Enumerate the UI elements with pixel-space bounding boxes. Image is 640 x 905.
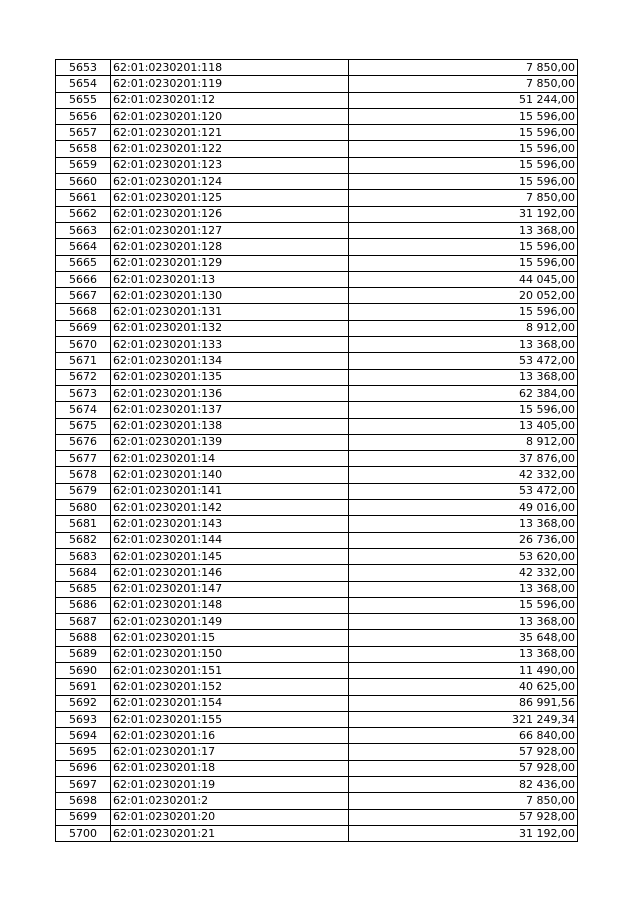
cadastral-number-cell: 62:01:0230201:146 [111,565,349,581]
table-row [56,174,578,190]
value-cell: 62 384,00 [349,385,578,401]
row-number-cell: 5685 [56,581,111,597]
table-row [56,614,578,630]
cadastral-number-cell: 62:01:0230201:12 [111,92,349,108]
value-cell: 13 368,00 [349,369,578,385]
value-cell: 31 192,00 [349,206,578,222]
table-row [56,385,578,401]
value-cell: 40 625,00 [349,679,578,695]
table-row [56,760,578,776]
cadastral-number-cell: 62:01:0230201:2 [111,793,349,809]
value-cell: 15 596,00 [349,125,578,141]
cadastral-number-cell: 62:01:0230201:145 [111,548,349,564]
cadastral-number-cell: 62:01:0230201:138 [111,418,349,434]
cadastral-number-cell: 62:01:0230201:144 [111,532,349,548]
value-cell: 53 472,00 [349,353,578,369]
cadastral-number-cell: 62:01:0230201:18 [111,760,349,776]
table-row [56,467,578,483]
row-number-cell: 5686 [56,597,111,613]
value-cell: 57 928,00 [349,760,578,776]
row-number-cell: 5666 [56,271,111,287]
table-row [56,695,578,711]
table-row [56,581,578,597]
cadastral-number-cell: 62:01:0230201:155 [111,711,349,727]
table-row [56,369,578,385]
cadastral-number-cell: 62:01:0230201:133 [111,337,349,353]
row-number-cell: 5674 [56,402,111,418]
table-row [56,206,578,222]
value-cell: 7 850,00 [349,76,578,92]
cadastral-number-cell: 62:01:0230201:147 [111,581,349,597]
table-row [56,255,578,271]
value-cell: 53 472,00 [349,483,578,499]
value-cell: 13 368,00 [349,614,578,630]
value-cell: 13 368,00 [349,222,578,238]
value-cell: 15 596,00 [349,141,578,157]
cadastral-number-cell: 62:01:0230201:14 [111,451,349,467]
row-number-cell: 5672 [56,369,111,385]
value-cell: 7 850,00 [349,60,578,76]
row-number-cell: 5699 [56,809,111,825]
cadastral-value-table [55,59,578,842]
value-cell: 31 192,00 [349,825,578,841]
table-row [56,320,578,336]
row-number-cell: 5671 [56,353,111,369]
cadastral-number-cell: 62:01:0230201:127 [111,222,349,238]
value-cell: 13 368,00 [349,646,578,662]
cadastral-number-cell: 62:01:0230201:132 [111,320,349,336]
cadastral-number-cell: 62:01:0230201:21 [111,825,349,841]
cadastral-number-cell: 62:01:0230201:16 [111,728,349,744]
value-cell: 15 596,00 [349,255,578,271]
table-row [56,92,578,108]
row-number-cell: 5667 [56,288,111,304]
table-row [56,711,578,727]
table-row [56,125,578,141]
row-number-cell: 5678 [56,467,111,483]
table-row [56,646,578,662]
table-row [56,532,578,548]
value-cell: 7 850,00 [349,793,578,809]
value-cell: 13 368,00 [349,581,578,597]
value-cell: 49 016,00 [349,500,578,516]
cadastral-number-cell: 62:01:0230201:149 [111,614,349,630]
table-body [56,60,578,842]
cadastral-number-cell: 62:01:0230201:126 [111,206,349,222]
table-row [56,76,578,92]
row-number-cell: 5695 [56,744,111,760]
value-cell: 66 840,00 [349,728,578,744]
row-number-cell: 5663 [56,222,111,238]
value-cell: 42 332,00 [349,565,578,581]
value-cell: 15 596,00 [349,157,578,173]
value-cell: 44 045,00 [349,271,578,287]
row-number-cell: 5653 [56,60,111,76]
row-number-cell: 5676 [56,434,111,450]
table-row [56,60,578,76]
row-number-cell: 5677 [56,451,111,467]
cadastral-number-cell: 62:01:0230201:151 [111,662,349,678]
value-cell: 53 620,00 [349,548,578,564]
row-number-cell: 5684 [56,565,111,581]
value-cell: 82 436,00 [349,777,578,793]
table-row [56,288,578,304]
value-cell: 15 596,00 [349,239,578,255]
row-number-cell: 5694 [56,728,111,744]
row-number-cell: 5659 [56,157,111,173]
row-number-cell: 5657 [56,125,111,141]
cadastral-number-cell: 62:01:0230201:152 [111,679,349,695]
row-number-cell: 5691 [56,679,111,695]
value-cell: 57 928,00 [349,809,578,825]
table-row [56,141,578,157]
value-cell: 20 052,00 [349,288,578,304]
table-row [56,793,578,809]
cadastral-number-cell: 62:01:0230201:125 [111,190,349,206]
cadastral-number-cell: 62:01:0230201:118 [111,60,349,76]
value-cell: 13 405,00 [349,418,578,434]
cadastral-number-cell: 62:01:0230201:139 [111,434,349,450]
cadastral-number-cell: 62:01:0230201:140 [111,467,349,483]
row-number-cell: 5696 [56,760,111,776]
value-cell: 15 596,00 [349,304,578,320]
value-cell: 86 991,56 [349,695,578,711]
table-row [56,402,578,418]
cadastral-number-cell: 62:01:0230201:13 [111,271,349,287]
cadastral-number-cell: 62:01:0230201:119 [111,76,349,92]
table-row [56,157,578,173]
row-number-cell: 5673 [56,385,111,401]
value-cell: 42 332,00 [349,467,578,483]
cadastral-number-cell: 62:01:0230201:141 [111,483,349,499]
table-row [56,500,578,516]
row-number-cell: 5661 [56,190,111,206]
table-row [56,565,578,581]
row-number-cell: 5679 [56,483,111,499]
cadastral-number-cell: 62:01:0230201:17 [111,744,349,760]
table-row [56,239,578,255]
cadastral-number-cell: 62:01:0230201:134 [111,353,349,369]
row-number-cell: 5690 [56,662,111,678]
value-cell: 8 912,00 [349,320,578,336]
table-row [56,418,578,434]
table-row [56,271,578,287]
cadastral-number-cell: 62:01:0230201:137 [111,402,349,418]
row-number-cell: 5670 [56,337,111,353]
cadastral-number-cell: 62:01:0230201:123 [111,157,349,173]
cadastral-number-cell: 62:01:0230201:135 [111,369,349,385]
value-cell: 57 928,00 [349,744,578,760]
cadastral-number-cell: 62:01:0230201:120 [111,108,349,124]
row-number-cell: 5681 [56,516,111,532]
value-cell: 321 249,34 [349,711,578,727]
value-cell: 13 368,00 [349,337,578,353]
value-cell: 15 596,00 [349,402,578,418]
cadastral-number-cell: 62:01:0230201:130 [111,288,349,304]
table-row [56,548,578,564]
table-row [56,516,578,532]
value-cell: 15 596,00 [349,174,578,190]
value-cell: 15 596,00 [349,597,578,613]
table-row [56,108,578,124]
table-row [56,630,578,646]
cadastral-number-cell: 62:01:0230201:124 [111,174,349,190]
table-row [56,728,578,744]
table-row [56,679,578,695]
table-row [56,597,578,613]
row-number-cell: 5700 [56,825,111,841]
row-number-cell: 5664 [56,239,111,255]
value-cell: 37 876,00 [349,451,578,467]
value-cell: 51 244,00 [349,92,578,108]
cadastral-number-cell: 62:01:0230201:121 [111,125,349,141]
cadastral-number-cell: 62:01:0230201:19 [111,777,349,793]
table-row [56,809,578,825]
table-row [56,483,578,499]
row-number-cell: 5654 [56,76,111,92]
row-number-cell: 5689 [56,646,111,662]
row-number-cell: 5692 [56,695,111,711]
cadastral-number-cell: 62:01:0230201:142 [111,500,349,516]
table-row [56,190,578,206]
row-number-cell: 5680 [56,500,111,516]
table-row [56,222,578,238]
table-row [56,304,578,320]
table-row [56,353,578,369]
value-cell: 15 596,00 [349,108,578,124]
row-number-cell: 5682 [56,532,111,548]
table-row [56,825,578,841]
row-number-cell: 5668 [56,304,111,320]
cadastral-number-cell: 62:01:0230201:136 [111,385,349,401]
cadastral-number-cell: 62:01:0230201:154 [111,695,349,711]
cadastral-number-cell: 62:01:0230201:143 [111,516,349,532]
row-number-cell: 5687 [56,614,111,630]
row-number-cell: 5698 [56,793,111,809]
cadastral-number-cell: 62:01:0230201:20 [111,809,349,825]
cadastral-number-cell: 62:01:0230201:148 [111,597,349,613]
table-row [56,662,578,678]
row-number-cell: 5665 [56,255,111,271]
row-number-cell: 5669 [56,320,111,336]
table-row [56,777,578,793]
cadastral-number-cell: 62:01:0230201:128 [111,239,349,255]
row-number-cell: 5693 [56,711,111,727]
row-number-cell: 5688 [56,630,111,646]
cadastral-number-cell: 62:01:0230201:122 [111,141,349,157]
row-number-cell: 5683 [56,548,111,564]
value-cell: 7 850,00 [349,190,578,206]
cadastral-number-cell: 62:01:0230201:129 [111,255,349,271]
table-row [56,451,578,467]
value-cell: 13 368,00 [349,516,578,532]
cadastral-number-cell: 62:01:0230201:131 [111,304,349,320]
row-number-cell: 5697 [56,777,111,793]
row-number-cell: 5660 [56,174,111,190]
cadastral-number-cell: 62:01:0230201:150 [111,646,349,662]
row-number-cell: 5658 [56,141,111,157]
row-number-cell: 5675 [56,418,111,434]
value-cell: 8 912,00 [349,434,578,450]
table-row [56,434,578,450]
table-row [56,337,578,353]
cadastral-number-cell: 62:01:0230201:15 [111,630,349,646]
value-cell: 35 648,00 [349,630,578,646]
row-number-cell: 5655 [56,92,111,108]
row-number-cell: 5656 [56,108,111,124]
value-cell: 26 736,00 [349,532,578,548]
value-cell: 11 490,00 [349,662,578,678]
table-row [56,744,578,760]
row-number-cell: 5662 [56,206,111,222]
